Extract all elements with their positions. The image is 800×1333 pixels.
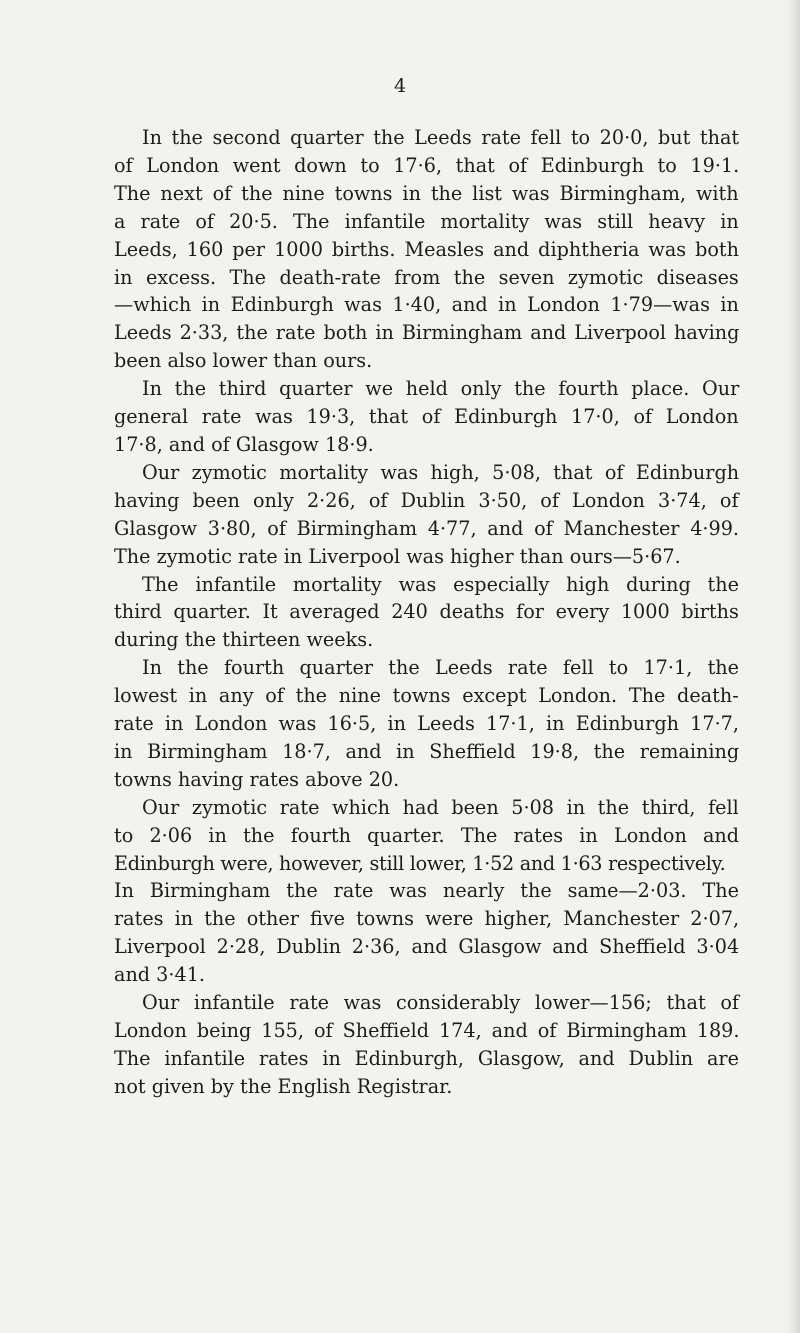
text-line: Our zymotic mortality was high, 5·08, that of Edinburgh: [142, 460, 740, 484]
text-line: In the third quarter we held only the fourth place. Our: [142, 377, 740, 401]
text-line: —which in Edinburgh was 1·40, and in London 1·79—was in: [114, 293, 739, 317]
text-line: The next of the nine towns in the list was Birmingham, with: [114, 181, 739, 205]
paragraph: [114, 794, 739, 989]
paragraph: [114, 459, 739, 571]
text-line: general rate was 19·3, that of Edinburgh 17·0, of London: [114, 405, 739, 429]
text-line: The infantile rates in Edinburgh, Glasgow, and Dublin are: [114, 1046, 739, 1070]
text-line: In Birmingham the rate was nearly the same—2·03. The: [114, 879, 739, 903]
page-edge-shadow: [786, 0, 800, 1333]
text-line: during the thirteen weeks.: [114, 628, 374, 652]
text-line: London being 155, of Sheffield 174, and of Birmingham 189.: [114, 1019, 740, 1042]
paragraph: [114, 654, 739, 794]
text-line: Leeds, 160 per 1000 births. Measles and diphtheria was both: [114, 237, 739, 261]
text-line: rate in London was 16·5, in Leeds 17·1, in Edinburgh 17·7,: [114, 712, 739, 736]
text-line: Edinburgh were, however, still lower, 1·52 and 1·63 respectively.: [114, 851, 726, 875]
text-line: lowest in any of the nine towns except London. The death-: [114, 684, 739, 708]
text-line: In the fourth quarter the Leeds rate fell to 17·1, the: [142, 656, 740, 680]
text-line: The zymotic rate in Liverpool was higher than ours—5·67.: [114, 544, 681, 568]
text-line: rates in the other five towns were higher, Manchester 2·07,: [114, 907, 740, 931]
text-line: of London went down to 17·6, that of Edinburgh to 19·1.: [114, 153, 740, 177]
text-line: third quarter. It averaged 240 deaths for every 1000 births: [114, 600, 739, 624]
document-body: [114, 124, 739, 1101]
paragraph: [114, 375, 739, 459]
text-line: Our zymotic rate which had been 5·08 in the third, fell: [142, 795, 739, 819]
text-line: to 2·06 in the fourth quarter. The rates in London and: [114, 823, 740, 847]
text-line: towns having rates above 20.: [114, 767, 400, 791]
text-line: Glasgow 3·80, of Birmingham 4·77, and of Manchester 4·99.: [114, 516, 740, 540]
text-line: Our infantile rate was considerably lower—156; that of: [142, 991, 740, 1015]
text-line: Leeds 2·33, the rate both in Birmingham and Liverpool having: [114, 321, 740, 345]
paragraph: [114, 124, 739, 375]
text-line: In the second quarter the Leeds rate fell to 20·0, but that: [142, 126, 740, 149]
text-line: and 3·41.: [114, 963, 206, 987]
text-line: in Birmingham 18·7, and in Sheffield 19·8, the remaining: [114, 739, 740, 763]
text-line: The infantile mortality was especially high during the: [142, 572, 739, 596]
text-line: been also lower than ours.: [114, 349, 373, 373]
text-line: in excess. The death-rate from the seven zymotic diseases: [114, 265, 739, 289]
paragraph: [114, 989, 739, 1101]
text-line: not given by the English Registrar.: [114, 1074, 453, 1098]
text-line: a rate of 20·5. The infantile mortality was still heavy in: [114, 209, 739, 233]
paragraph: [114, 571, 739, 655]
text-line: 17·8, and of Glasgow 18·9.: [114, 432, 374, 456]
text-line: having been only 2·26, of Dublin 3·50, of London 3·74, of: [114, 488, 739, 512]
text-line: Liverpool 2·28, Dublin 2·36, and Glasgow and Sheffield 3·04: [114, 935, 740, 959]
page-number: 4: [393, 75, 407, 97]
